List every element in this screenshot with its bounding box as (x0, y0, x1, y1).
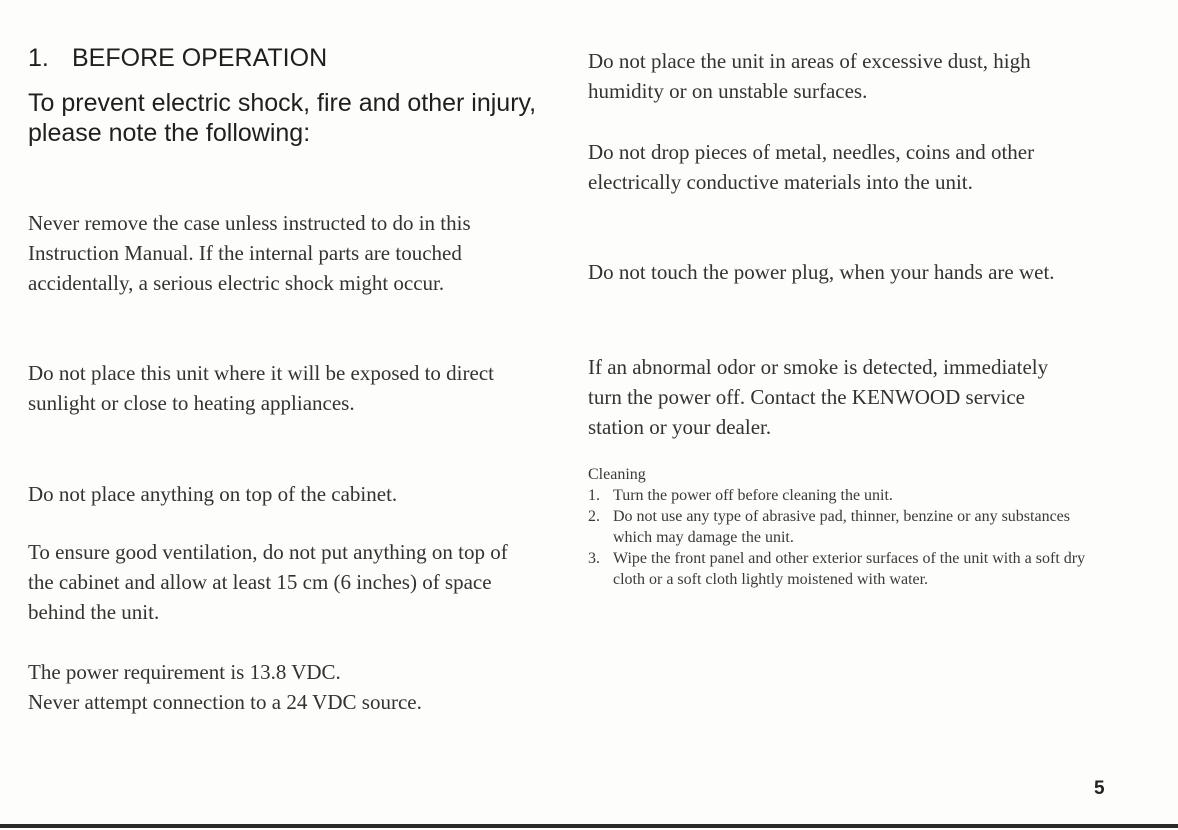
paragraph-ventilation: To ensure good ventilation, do not put anything on top of the cabinet and allow at least 15 cm (6 inches) of space behind the unit. (28, 540, 508, 624)
page-number: 5 (1094, 778, 1105, 799)
cleaning-item-text: Do not use any type of abrasive pad, thinner, benzine or any substances which may damage the unit. (613, 508, 1070, 546)
cleaning-item (588, 548, 1108, 590)
section-title (28, 44, 327, 73)
bottom-rule (0, 824, 1178, 828)
paragraph-dust-humidity: Do not place the unit in areas of excessive dust, high humidity or on unstable surfaces. (588, 49, 1031, 103)
section-title-text: BEFORE OPERATION (72, 44, 328, 72)
paragraph-power-requirement: The power requirement is 13.8 VDC. (28, 660, 341, 684)
cleaning-item (588, 506, 1108, 548)
paragraph-case-warning: Never remove the case unless instructed to do in this Instruction Manual. If the internal parts are touched accidentally, a serious electric shock might occur. (28, 211, 471, 295)
paragraph-cabinet-top: Do not place anything on top of the cabinet. (28, 482, 398, 506)
paragraph-wet-hands: Do not touch the power plug, when your hands are wet. (588, 260, 1055, 284)
cleaning-item-number: 3. (588, 550, 600, 567)
cleaning-list (588, 485, 1108, 590)
paragraph-24vdc-warning: Never attempt connection to a 24 VDC source. (28, 690, 422, 714)
cleaning-section (588, 464, 1108, 590)
cleaning-item-number: 1. (588, 487, 600, 504)
paragraph-abnormal-odor: If an abnormal odor or smoke is detected, immediately turn the power off. Contact the KENWOOD service station or your dealer. (588, 355, 1049, 439)
cleaning-item-text: Wipe the front panel and other exterior surfaces of the unit with a soft dry cloth or a soft cloth lightly moistened with water. (613, 550, 1086, 588)
cleaning-item-text: Turn the power off before cleaning the unit. (613, 487, 893, 504)
cleaning-item-number: 2. (588, 508, 600, 525)
paragraph-conductive-materials: Do not drop pieces of metal, needles, coins and other electrically conductive materials into the unit. (588, 140, 1035, 194)
cleaning-item (588, 485, 1108, 506)
section-number: 1. (28, 44, 49, 72)
section-subtitle: To prevent electric shock, fire and other injury, please note the following: (28, 89, 537, 147)
paragraph-sunlight-warning: Do not place this unit where it will be exposed to direct sunlight or close to heating appliances. (28, 361, 494, 415)
cleaning-title: Cleaning (588, 466, 646, 483)
